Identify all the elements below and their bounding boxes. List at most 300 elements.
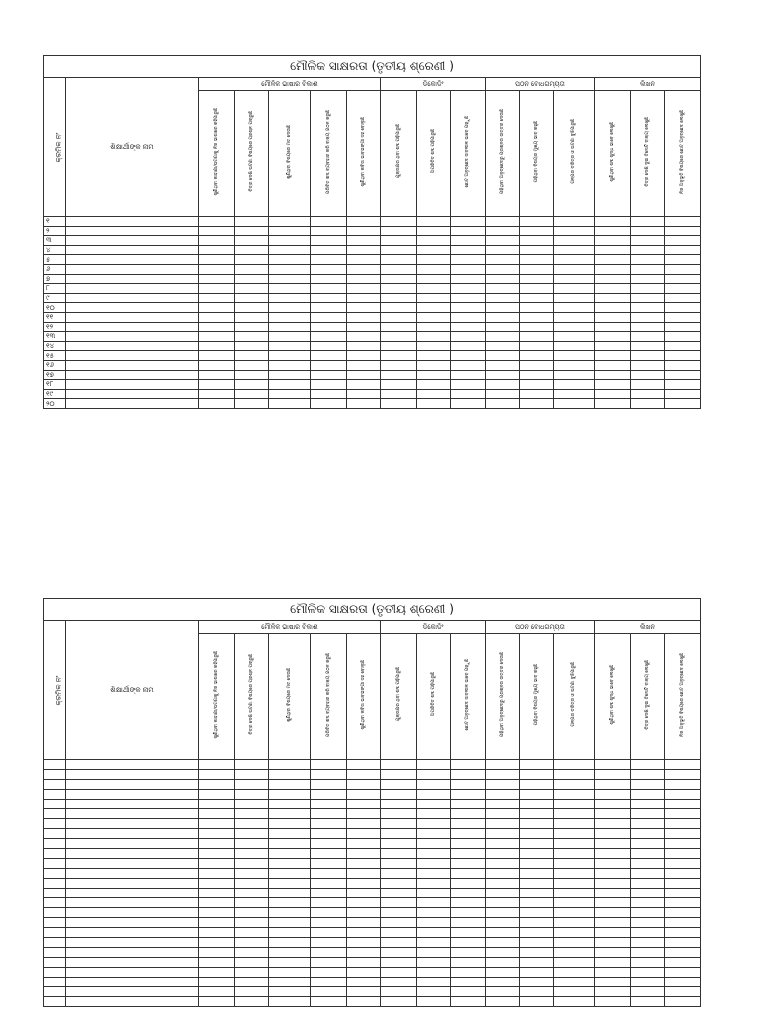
skill-mark-cell[interactable] — [631, 264, 665, 274]
skill-mark-cell[interactable] — [486, 809, 520, 819]
skill-mark-cell[interactable] — [311, 760, 347, 770]
skill-mark-cell[interactable] — [520, 370, 554, 380]
skill-mark-cell[interactable] — [665, 303, 701, 313]
skill-mark-cell[interactable] — [486, 829, 520, 839]
skill-mark-cell[interactable] — [631, 789, 665, 799]
skill-mark-cell[interactable] — [199, 997, 235, 1007]
skill-mark-cell[interactable] — [451, 918, 486, 928]
skill-mark-cell[interactable] — [665, 977, 701, 987]
skill-mark-cell[interactable] — [235, 370, 269, 380]
skill-mark-cell[interactable] — [486, 226, 520, 236]
skill-mark-cell[interactable] — [347, 779, 381, 789]
skill-mark-cell[interactable] — [595, 351, 631, 361]
skill-mark-cell[interactable] — [665, 274, 701, 284]
skill-mark-cell[interactable] — [381, 918, 417, 928]
skill-mark-cell[interactable] — [381, 987, 417, 997]
skill-mark-cell[interactable] — [199, 341, 235, 351]
skill-mark-cell[interactable] — [451, 322, 486, 332]
skill-mark-cell[interactable] — [665, 819, 701, 829]
skill-mark-cell[interactable] — [486, 878, 520, 888]
skill-mark-cell[interactable] — [235, 226, 269, 236]
skill-mark-cell[interactable] — [451, 760, 486, 770]
skill-mark-cell[interactable] — [451, 997, 486, 1007]
skill-mark-cell[interactable] — [595, 957, 631, 967]
skill-mark-cell[interactable] — [665, 858, 701, 868]
skill-mark-cell[interactable] — [381, 399, 417, 409]
skill-mark-cell[interactable] — [631, 341, 665, 351]
student-name-cell[interactable] — [66, 341, 199, 351]
skill-mark-cell[interactable] — [417, 819, 451, 829]
skill-mark-cell[interactable] — [451, 809, 486, 819]
skill-mark-cell[interactable] — [595, 888, 631, 898]
skill-mark-cell[interactable] — [381, 284, 417, 294]
skill-mark-cell[interactable] — [486, 888, 520, 898]
skill-mark-cell[interactable] — [486, 293, 520, 303]
student-name-cell[interactable] — [66, 389, 199, 399]
skill-mark-cell[interactable] — [381, 839, 417, 849]
skill-mark-cell[interactable] — [381, 226, 417, 236]
skill-mark-cell[interactable] — [417, 868, 451, 878]
skill-mark-cell[interactable] — [311, 769, 347, 779]
skill-mark-cell[interactable] — [520, 957, 554, 967]
skill-mark-cell[interactable] — [631, 858, 665, 868]
skill-mark-cell[interactable] — [665, 245, 701, 255]
skill-mark-cell[interactable] — [311, 898, 347, 908]
skill-mark-cell[interactable] — [554, 839, 595, 849]
student-name-cell[interactable] — [66, 255, 199, 265]
skill-mark-cell[interactable] — [520, 245, 554, 255]
student-name-cell[interactable] — [66, 769, 199, 779]
skill-mark-cell[interactable] — [311, 977, 347, 987]
skill-mark-cell[interactable] — [665, 918, 701, 928]
student-name-cell[interactable] — [66, 779, 199, 789]
skill-mark-cell[interactable] — [381, 293, 417, 303]
skill-mark-cell[interactable] — [347, 332, 381, 342]
skill-mark-cell[interactable] — [595, 868, 631, 878]
skill-mark-cell[interactable] — [199, 351, 235, 361]
skill-mark-cell[interactable] — [199, 928, 235, 938]
skill-mark-cell[interactable] — [665, 370, 701, 380]
skill-mark-cell[interactable] — [311, 987, 347, 997]
skill-mark-cell[interactable] — [235, 245, 269, 255]
skill-mark-cell[interactable] — [311, 779, 347, 789]
skill-mark-cell[interactable] — [235, 819, 269, 829]
skill-mark-cell[interactable] — [486, 245, 520, 255]
skill-mark-cell[interactable] — [235, 217, 269, 227]
skill-mark-cell[interactable] — [451, 226, 486, 236]
skill-mark-cell[interactable] — [451, 312, 486, 322]
skill-mark-cell[interactable] — [595, 908, 631, 918]
skill-mark-cell[interactable] — [554, 908, 595, 918]
skill-mark-cell[interactable] — [520, 322, 554, 332]
skill-mark-cell[interactable] — [269, 312, 311, 322]
student-name-cell[interactable] — [66, 987, 199, 997]
skill-mark-cell[interactable] — [520, 977, 554, 987]
skill-mark-cell[interactable] — [199, 987, 235, 997]
skill-mark-cell[interactable] — [235, 799, 269, 809]
skill-mark-cell[interactable] — [311, 226, 347, 236]
skill-mark-cell[interactable] — [235, 898, 269, 908]
skill-mark-cell[interactable] — [269, 351, 311, 361]
skill-mark-cell[interactable] — [595, 809, 631, 819]
skill-mark-cell[interactable] — [665, 360, 701, 370]
skill-mark-cell[interactable] — [311, 829, 347, 839]
skill-mark-cell[interactable] — [451, 217, 486, 227]
skill-mark-cell[interactable] — [417, 293, 451, 303]
skill-mark-cell[interactable] — [554, 236, 595, 246]
skill-mark-cell[interactable] — [595, 997, 631, 1007]
skill-mark-cell[interactable] — [631, 977, 665, 987]
skill-mark-cell[interactable] — [381, 332, 417, 342]
skill-mark-cell[interactable] — [451, 789, 486, 799]
skill-mark-cell[interactable] — [269, 217, 311, 227]
student-name-cell[interactable] — [66, 312, 199, 322]
skill-mark-cell[interactable] — [199, 888, 235, 898]
skill-mark-cell[interactable] — [199, 284, 235, 294]
skill-mark-cell[interactable] — [595, 399, 631, 409]
skill-mark-cell[interactable] — [520, 809, 554, 819]
skill-mark-cell[interactable] — [417, 351, 451, 361]
skill-mark-cell[interactable] — [417, 908, 451, 918]
skill-mark-cell[interactable] — [451, 769, 486, 779]
skill-mark-cell[interactable] — [381, 898, 417, 908]
skill-mark-cell[interactable] — [311, 997, 347, 1007]
skill-mark-cell[interactable] — [486, 312, 520, 322]
skill-mark-cell[interactable] — [347, 789, 381, 799]
skill-mark-cell[interactable] — [595, 255, 631, 265]
skill-mark-cell[interactable] — [417, 977, 451, 987]
skill-mark-cell[interactable] — [199, 226, 235, 236]
skill-mark-cell[interactable] — [486, 303, 520, 313]
skill-mark-cell[interactable] — [595, 217, 631, 227]
skill-mark-cell[interactable] — [451, 888, 486, 898]
skill-mark-cell[interactable] — [520, 947, 554, 957]
skill-mark-cell[interactable] — [381, 878, 417, 888]
skill-mark-cell[interactable] — [665, 809, 701, 819]
skill-mark-cell[interactable] — [451, 332, 486, 342]
skill-mark-cell[interactable] — [595, 928, 631, 938]
skill-mark-cell[interactable] — [520, 878, 554, 888]
skill-mark-cell[interactable] — [595, 938, 631, 948]
skill-mark-cell[interactable] — [269, 977, 311, 987]
skill-mark-cell[interactable] — [347, 312, 381, 322]
skill-mark-cell[interactable] — [417, 947, 451, 957]
skill-mark-cell[interactable] — [486, 987, 520, 997]
skill-mark-cell[interactable] — [269, 938, 311, 948]
skill-mark-cell[interactable] — [520, 226, 554, 236]
skill-mark-cell[interactable] — [665, 938, 701, 948]
skill-mark-cell[interactable] — [199, 370, 235, 380]
skill-mark-cell[interactable] — [631, 322, 665, 332]
skill-mark-cell[interactable] — [347, 217, 381, 227]
skill-mark-cell[interactable] — [486, 918, 520, 928]
skill-mark-cell[interactable] — [451, 819, 486, 829]
skill-mark-cell[interactable] — [269, 888, 311, 898]
skill-mark-cell[interactable] — [235, 809, 269, 819]
skill-mark-cell[interactable] — [631, 370, 665, 380]
skill-mark-cell[interactable] — [595, 236, 631, 246]
skill-mark-cell[interactable] — [631, 799, 665, 809]
skill-mark-cell[interactable] — [486, 332, 520, 342]
skill-mark-cell[interactable] — [520, 799, 554, 809]
skill-mark-cell[interactable] — [554, 322, 595, 332]
skill-mark-cell[interactable] — [347, 938, 381, 948]
student-name-cell[interactable] — [66, 332, 199, 342]
skill-mark-cell[interactable] — [554, 829, 595, 839]
skill-mark-cell[interactable] — [486, 760, 520, 770]
skill-mark-cell[interactable] — [235, 312, 269, 322]
skill-mark-cell[interactable] — [486, 839, 520, 849]
skill-mark-cell[interactable] — [665, 399, 701, 409]
skill-mark-cell[interactable] — [417, 858, 451, 868]
skill-mark-cell[interactable] — [486, 399, 520, 409]
skill-mark-cell[interactable] — [235, 868, 269, 878]
skill-mark-cell[interactable] — [595, 389, 631, 399]
skill-mark-cell[interactable] — [554, 312, 595, 322]
skill-mark-cell[interactable] — [665, 779, 701, 789]
skill-mark-cell[interactable] — [347, 284, 381, 294]
student-name-cell[interactable] — [66, 858, 199, 868]
skill-mark-cell[interactable] — [347, 380, 381, 390]
student-name-cell[interactable] — [66, 829, 199, 839]
skill-mark-cell[interactable] — [486, 849, 520, 859]
student-name-cell[interactable] — [66, 360, 199, 370]
skill-mark-cell[interactable] — [417, 938, 451, 948]
skill-mark-cell[interactable] — [554, 303, 595, 313]
skill-mark-cell[interactable] — [235, 938, 269, 948]
skill-mark-cell[interactable] — [269, 868, 311, 878]
skill-mark-cell[interactable] — [595, 303, 631, 313]
skill-mark-cell[interactable] — [199, 236, 235, 246]
skill-mark-cell[interactable] — [235, 849, 269, 859]
skill-mark-cell[interactable] — [595, 322, 631, 332]
skill-mark-cell[interactable] — [347, 809, 381, 819]
skill-mark-cell[interactable] — [595, 967, 631, 977]
skill-mark-cell[interactable] — [486, 898, 520, 908]
skill-mark-cell[interactable] — [520, 399, 554, 409]
skill-mark-cell[interactable] — [451, 399, 486, 409]
skill-mark-cell[interactable] — [269, 878, 311, 888]
skill-mark-cell[interactable] — [311, 380, 347, 390]
skill-mark-cell[interactable] — [554, 967, 595, 977]
skill-mark-cell[interactable] — [235, 255, 269, 265]
skill-mark-cell[interactable] — [486, 997, 520, 1007]
skill-mark-cell[interactable] — [520, 380, 554, 390]
skill-mark-cell[interactable] — [199, 293, 235, 303]
skill-mark-cell[interactable] — [311, 888, 347, 898]
student-name-cell[interactable] — [66, 303, 199, 313]
skill-mark-cell[interactable] — [595, 274, 631, 284]
skill-mark-cell[interactable] — [199, 957, 235, 967]
skill-mark-cell[interactable] — [631, 957, 665, 967]
skill-mark-cell[interactable] — [269, 789, 311, 799]
skill-mark-cell[interactable] — [199, 858, 235, 868]
skill-mark-cell[interactable] — [665, 284, 701, 294]
skill-mark-cell[interactable] — [199, 918, 235, 928]
skill-mark-cell[interactable] — [199, 799, 235, 809]
skill-mark-cell[interactable] — [631, 399, 665, 409]
skill-mark-cell[interactable] — [269, 858, 311, 868]
skill-mark-cell[interactable] — [381, 264, 417, 274]
skill-mark-cell[interactable] — [520, 967, 554, 977]
skill-mark-cell[interactable] — [269, 799, 311, 809]
skill-mark-cell[interactable] — [235, 293, 269, 303]
skill-mark-cell[interactable] — [520, 908, 554, 918]
skill-mark-cell[interactable] — [417, 226, 451, 236]
skill-mark-cell[interactable] — [269, 303, 311, 313]
skill-mark-cell[interactable] — [631, 839, 665, 849]
student-name-cell[interactable] — [66, 967, 199, 977]
skill-mark-cell[interactable] — [311, 918, 347, 928]
skill-mark-cell[interactable] — [520, 898, 554, 908]
skill-mark-cell[interactable] — [595, 849, 631, 859]
skill-mark-cell[interactable] — [554, 341, 595, 351]
skill-mark-cell[interactable] — [417, 284, 451, 294]
skill-mark-cell[interactable] — [451, 957, 486, 967]
skill-mark-cell[interactable] — [269, 987, 311, 997]
skill-mark-cell[interactable] — [235, 380, 269, 390]
skill-mark-cell[interactable] — [486, 928, 520, 938]
skill-mark-cell[interactable] — [199, 908, 235, 918]
skill-mark-cell[interactable] — [520, 938, 554, 948]
skill-mark-cell[interactable] — [520, 360, 554, 370]
skill-mark-cell[interactable] — [417, 389, 451, 399]
skill-mark-cell[interactable] — [417, 322, 451, 332]
skill-mark-cell[interactable] — [554, 769, 595, 779]
skill-mark-cell[interactable] — [631, 217, 665, 227]
skill-mark-cell[interactable] — [311, 809, 347, 819]
skill-mark-cell[interactable] — [235, 322, 269, 332]
skill-mark-cell[interactable] — [665, 341, 701, 351]
skill-mark-cell[interactable] — [199, 264, 235, 274]
skill-mark-cell[interactable] — [451, 829, 486, 839]
skill-mark-cell[interactable] — [417, 967, 451, 977]
student-name-cell[interactable] — [66, 947, 199, 957]
skill-mark-cell[interactable] — [199, 322, 235, 332]
student-name-cell[interactable] — [66, 217, 199, 227]
skill-mark-cell[interactable] — [631, 389, 665, 399]
skill-mark-cell[interactable] — [631, 898, 665, 908]
skill-mark-cell[interactable] — [554, 255, 595, 265]
skill-mark-cell[interactable] — [381, 370, 417, 380]
skill-mark-cell[interactable] — [631, 779, 665, 789]
skill-mark-cell[interactable] — [554, 898, 595, 908]
skill-mark-cell[interactable] — [417, 799, 451, 809]
skill-mark-cell[interactable] — [311, 351, 347, 361]
skill-mark-cell[interactable] — [417, 918, 451, 928]
skill-mark-cell[interactable] — [347, 977, 381, 987]
skill-mark-cell[interactable] — [311, 322, 347, 332]
skill-mark-cell[interactable] — [235, 769, 269, 779]
skill-mark-cell[interactable] — [554, 789, 595, 799]
skill-mark-cell[interactable] — [554, 987, 595, 997]
skill-mark-cell[interactable] — [347, 957, 381, 967]
skill-mark-cell[interactable] — [595, 779, 631, 789]
skill-mark-cell[interactable] — [347, 370, 381, 380]
skill-mark-cell[interactable] — [269, 236, 311, 246]
skill-mark-cell[interactable] — [554, 245, 595, 255]
skill-mark-cell[interactable] — [486, 284, 520, 294]
skill-mark-cell[interactable] — [520, 829, 554, 839]
skill-mark-cell[interactable] — [347, 322, 381, 332]
student-name-cell[interactable] — [66, 898, 199, 908]
skill-mark-cell[interactable] — [269, 928, 311, 938]
skill-mark-cell[interactable] — [554, 799, 595, 809]
skill-mark-cell[interactable] — [520, 303, 554, 313]
skill-mark-cell[interactable] — [417, 370, 451, 380]
skill-mark-cell[interactable] — [595, 370, 631, 380]
skill-mark-cell[interactable] — [381, 977, 417, 987]
skill-mark-cell[interactable] — [199, 760, 235, 770]
skill-mark-cell[interactable] — [269, 908, 311, 918]
skill-mark-cell[interactable] — [269, 322, 311, 332]
skill-mark-cell[interactable] — [486, 217, 520, 227]
skill-mark-cell[interactable] — [451, 284, 486, 294]
skill-mark-cell[interactable] — [417, 274, 451, 284]
skill-mark-cell[interactable] — [631, 351, 665, 361]
skill-mark-cell[interactable] — [347, 967, 381, 977]
skill-mark-cell[interactable] — [554, 819, 595, 829]
skill-mark-cell[interactable] — [311, 957, 347, 967]
skill-mark-cell[interactable] — [520, 789, 554, 799]
skill-mark-cell[interactable] — [631, 819, 665, 829]
skill-mark-cell[interactable] — [631, 236, 665, 246]
skill-mark-cell[interactable] — [554, 938, 595, 948]
skill-mark-cell[interactable] — [554, 760, 595, 770]
skill-mark-cell[interactable] — [665, 351, 701, 361]
skill-mark-cell[interactable] — [269, 760, 311, 770]
skill-mark-cell[interactable] — [520, 293, 554, 303]
skill-mark-cell[interactable] — [520, 332, 554, 342]
skill-mark-cell[interactable] — [381, 888, 417, 898]
skill-mark-cell[interactable] — [347, 226, 381, 236]
student-name-cell[interactable] — [66, 284, 199, 294]
skill-mark-cell[interactable] — [381, 819, 417, 829]
skill-mark-cell[interactable] — [311, 236, 347, 246]
skill-mark-cell[interactable] — [417, 987, 451, 997]
student-name-cell[interactable] — [66, 264, 199, 274]
skill-mark-cell[interactable] — [554, 274, 595, 284]
skill-mark-cell[interactable] — [381, 957, 417, 967]
skill-mark-cell[interactable] — [235, 987, 269, 997]
skill-mark-cell[interactable] — [381, 760, 417, 770]
skill-mark-cell[interactable] — [269, 819, 311, 829]
skill-mark-cell[interactable] — [347, 760, 381, 770]
skill-mark-cell[interactable] — [235, 908, 269, 918]
skill-mark-cell[interactable] — [520, 888, 554, 898]
skill-mark-cell[interactable] — [486, 389, 520, 399]
skill-mark-cell[interactable] — [554, 360, 595, 370]
skill-mark-cell[interactable] — [520, 264, 554, 274]
skill-mark-cell[interactable] — [451, 858, 486, 868]
skill-mark-cell[interactable] — [595, 312, 631, 322]
skill-mark-cell[interactable] — [451, 303, 486, 313]
skill-mark-cell[interactable] — [269, 779, 311, 789]
skill-mark-cell[interactable] — [631, 908, 665, 918]
skill-mark-cell[interactable] — [381, 380, 417, 390]
student-name-cell[interactable] — [66, 839, 199, 849]
skill-mark-cell[interactable] — [451, 908, 486, 918]
skill-mark-cell[interactable] — [486, 370, 520, 380]
skill-mark-cell[interactable] — [311, 293, 347, 303]
skill-mark-cell[interactable] — [451, 264, 486, 274]
skill-mark-cell[interactable] — [199, 769, 235, 779]
skill-mark-cell[interactable] — [665, 957, 701, 967]
student-name-cell[interactable] — [66, 878, 199, 888]
skill-mark-cell[interactable] — [665, 226, 701, 236]
skill-mark-cell[interactable] — [311, 284, 347, 294]
skill-mark-cell[interactable] — [311, 332, 347, 342]
